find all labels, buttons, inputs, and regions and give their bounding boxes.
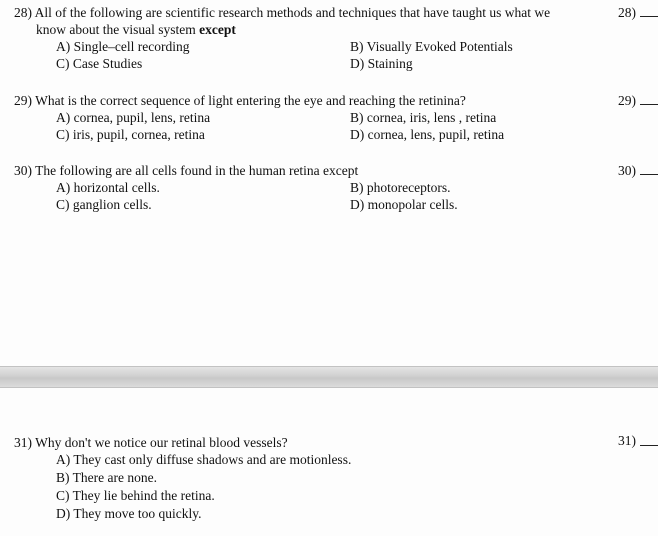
question-29-option-c: C) iris, pupil, cornea, retina (56, 127, 205, 142)
question-31-option-d: D) They move too quickly. (56, 506, 202, 521)
question-31-stem (14, 434, 288, 451)
question-30-option-b: B) photoreceptors. (350, 180, 451, 195)
question-31-option-a: A) They cast only diffuse shadows and are motionless. (56, 452, 352, 467)
question-28-number: 28) (14, 5, 32, 20)
answer-28-blank[interactable] (640, 16, 658, 17)
page-break-divider (0, 366, 658, 388)
question-31-option-c: C) They lie behind the retina. (56, 488, 215, 503)
answer-30-blank[interactable] (640, 174, 658, 175)
answer-31-label: 31) (618, 433, 636, 448)
question-30-number: 30) (14, 163, 32, 178)
question-28-text-line2: know about the visual system except (36, 22, 236, 37)
question-29-option-d: D) cornea, lens, pupil, retina (350, 127, 505, 142)
question-28-text-line1: All of the following are scientific research methods and techniques that have taught us what we (34, 5, 551, 20)
question-30-stem (14, 162, 358, 179)
exam-page-bottom (0, 388, 658, 536)
question-28-option-a: A) Single–cell recording (56, 39, 190, 54)
question-29-option-b: B) cornea, iris, lens , retina (350, 110, 497, 125)
question-28-option-d: D) Staining (350, 56, 413, 71)
question-30-option-c: C) ganglion cells. (56, 197, 152, 212)
question-29-option-a: A) cornea, pupil, lens, retina (56, 110, 211, 125)
answer-30-label: 30) (618, 163, 636, 178)
question-29-text-line1: What is the correct sequence of light entering the eye and reaching the retinina? (35, 93, 466, 108)
question-28-except: except (199, 22, 236, 37)
question-29-number: 29) (14, 93, 32, 108)
answer-29-blank[interactable] (640, 104, 658, 105)
question-30-option-a: A) horizontal cells. (56, 180, 160, 195)
question-30-text-line1: The following are all cells found in the human retina except (35, 163, 359, 178)
answer-28-label: 28) (618, 5, 636, 20)
question-31-text-line1: Why don't we notice our retinal blood vessels? (35, 435, 288, 450)
question-30-option-d: D) monopolar cells. (350, 197, 458, 212)
question-31-number: 31) (14, 435, 32, 450)
answer-29-label: 29) (618, 93, 636, 108)
question-29-stem (14, 92, 466, 109)
question-28-stem (14, 4, 550, 38)
question-28-option-c: C) Case Studies (56, 56, 143, 71)
answer-31-blank[interactable] (640, 445, 658, 446)
question-31-option-b: B) There are none. (56, 470, 157, 485)
question-28-option-b: B) Visually Evoked Potentials (350, 39, 513, 54)
